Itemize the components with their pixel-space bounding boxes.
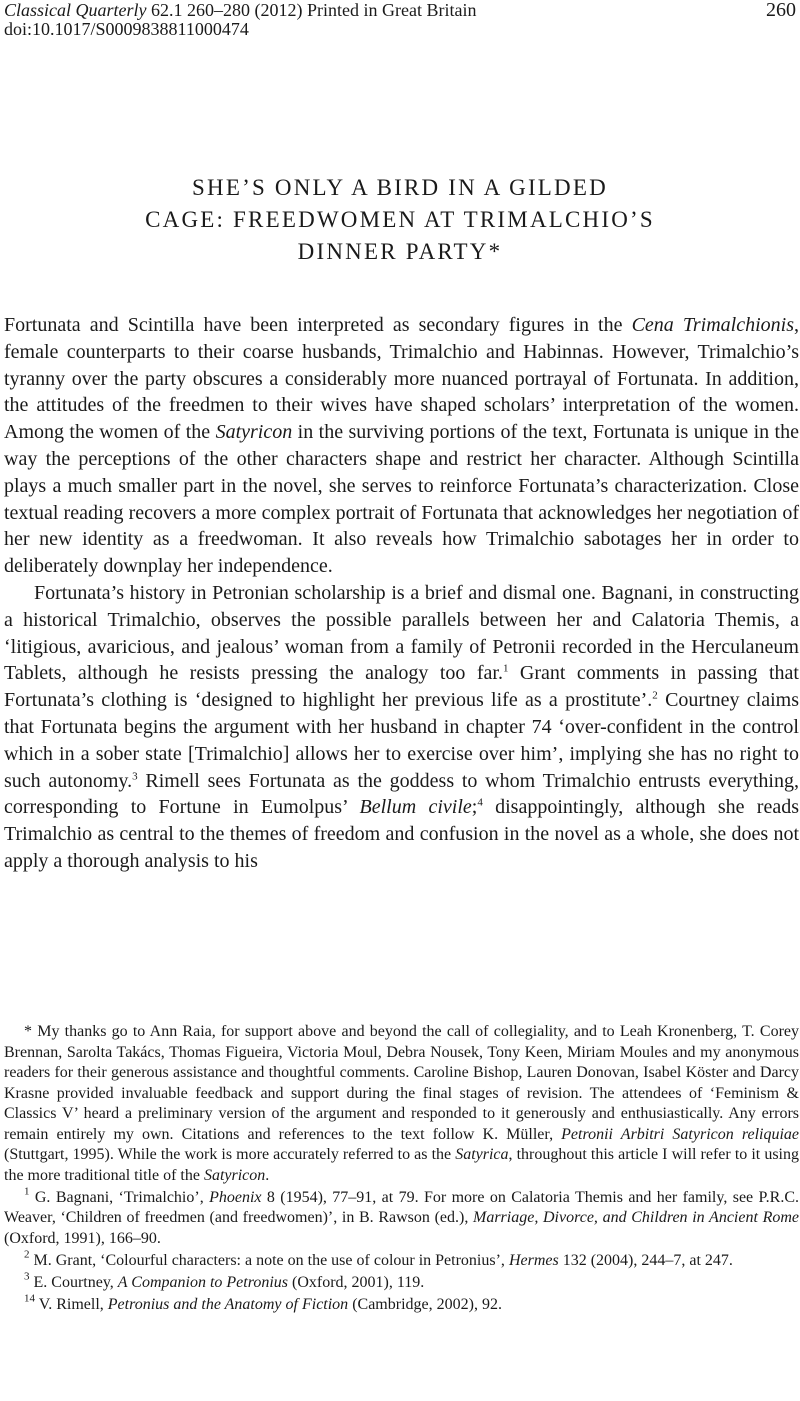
article-title (40, 172, 760, 268)
text-run: G. Bagnani, ‘Trimalchio’, (29, 1188, 210, 1206)
italic-title: A Companion to Petronius (117, 1273, 289, 1291)
text-run: * My thanks go to Ann Raia, for support above and beyond the call of collegiality, and to Leah Kronenberg, T. Corey Brennan, Sarolta Takács, Thomas Figueira, Victoria Moul, Debra Nousek, Tony Keen, Miriam Moules and my anonymous readers for their generous assistance and thoughtful comments. Caroline Bishop, Lauren Donovan, Isabel Köster and Darcy Krasne provided invaluable feedback and support during the final stages of revision. The attendees of ‘Feminism & Classics V’ heard a preliminary version of the argument and responded to it generously and enthusiastically. Any errors remain entirely my own. Citations and references to the text follow K. Müller, (4, 1023, 799, 1143)
journal-details: 62.1 260–280 (2012) Printed in Great Britain (146, 0, 477, 20)
title-satyricon: Satyricon (215, 421, 293, 444)
footnote-ref-1[interactable]: 1 (502, 662, 509, 675)
footnote-1 (4, 1184, 800, 1250)
text-run: (Oxford, 1991), 166–90. (4, 1229, 161, 1247)
running-header (4, 0, 796, 46)
page-number: 260 (766, 0, 796, 21)
footnote-number: 1 (24, 1184, 30, 1197)
footnote-3 (4, 1269, 799, 1294)
italic-title: Satyricon (203, 1166, 266, 1184)
text-run: (Oxford, 2001), 119. (288, 1273, 425, 1291)
text-run: , female counterparts to their coarse husbands, Trimalchio and Habinnas. However, Trimalchio’s tyranny over the party obscures a considerably more nuanced portrayal of Fortunata. In addition, the attitudes of the freedmen to their wives have shaped scholars’ interpretation of the women. Among the women of the (4, 314, 800, 444)
title-line-2: CAGE: FREEDWOMEN AT TRIMALCHIO’S (145, 207, 655, 232)
italic-title: Petronius and the Anatomy of Fiction (107, 1295, 349, 1313)
text-run: Fortunata and Scintilla have been interpreted as secondary figures in the (4, 314, 632, 336)
text-run: E. Courtney, (29, 1273, 118, 1291)
text-run: Grant comments in passing that Fortunata’s clothing is ‘designed to highlight her previous life as a prostitute’. (4, 662, 799, 712)
italic-title: Petronii Arbitri Satyricon reliquiae (561, 1125, 800, 1143)
footnote-number: 2 (24, 1247, 30, 1260)
footnote-2 (4, 1247, 799, 1272)
italic-title: Phoenix (209, 1188, 262, 1206)
text-run: in the surviving portions of the text, Fortunata is unique in the way the perceptions of the other characters shape and restrict her character. Although Scintilla plays a much smaller part in the novel, she serves to reinforce Fortunata’s characterization. Close textual reading recovers a more complex portrait of Fortunata that acknowledges her negotiation of her new identity as a freedwoman. It also reveals how Trimalchio sabotages her in order to deliberately downplay her independence. (4, 421, 799, 578)
footnote-4 (4, 1291, 799, 1316)
footnote-ref-2[interactable]: 2 (652, 689, 658, 702)
text-run: 8 (1954), 77–91, at 79. For more on Calatoria Themis and her family, see P.R.C. Weaver, ‘Children of freedmen (and freedwomen)’, in B. Rawson (ed.), (4, 1188, 799, 1226)
doi: doi:10.1017/S0009838811000474 (4, 19, 249, 39)
text-run: (Stuttgart, 1995). While the work is more accurately referred to as the (4, 1146, 456, 1163)
text-run: (Cambridge, 2002), 92. (348, 1295, 502, 1313)
footnote-ref-3[interactable]: 3 (132, 769, 138, 782)
footnote-ref-4[interactable]: 4 (477, 796, 483, 809)
text-run: 132 (2004), 244–7, at 247. (558, 1251, 733, 1269)
text-run: Fortunata’s history in Petronian scholarship is a brief and dismal one. Bagnani, in constructing a historical Trimalchio, observes the possible parallels between her and Calatoria Themis, a ‘litigious, avaricious, and jealous’ woman from a family of Petronii recorded in the Herculaneum Tablets, although he resists pressing the analogy too far. (4, 581, 799, 685)
italic-title: Satyrica (455, 1146, 509, 1163)
title-line-1: SHE’S ONLY A BIRD IN A GILDED (192, 175, 608, 200)
text-run: ; (471, 796, 478, 819)
text-run: M. Grant, ‘Colourful characters: a note on the use of colour in Petronius’, (29, 1251, 509, 1269)
text-run: . (265, 1166, 270, 1184)
paragraph-abstract (4, 312, 799, 580)
italic-title: Hermes (508, 1251, 559, 1269)
text-run: Rimell sees Fortunata as the goddess to whom Trimalchio entrusts everything, corresponding to Fortune in Eumolpus’ (4, 769, 799, 819)
footnote-number: 14 (24, 1291, 35, 1304)
title-cena-trimalchionis: Cena Trimalchionis (631, 314, 795, 336)
article-body (4, 312, 799, 875)
paragraph-scholarship (4, 580, 799, 875)
footnote-acknowledgements (4, 1022, 799, 1186)
text-run: , throughout this article I will refer to it using the more traditional title of the (4, 1146, 799, 1184)
title-bellum-civile: Bellum civile (359, 796, 472, 819)
text-run: Courtney claims that Fortunata begins the argument with her husband in chapter 74 ‘over-confident in the control which in a sober state [Trimalchio] allows her to exercise over him’, implying she has no right to such autonomy. (4, 689, 799, 792)
italic-title: Marriage, Divorce, and Children in Ancient Rome (473, 1209, 800, 1226)
journal-name: Classical Quarterly (4, 0, 147, 20)
title-line-3: DINNER PARTY* (297, 239, 503, 264)
text-run: V. Rimell, (35, 1295, 108, 1313)
footnote-number: 3 (24, 1269, 30, 1282)
text-run: disappointingly, although she reads Trimalchio as central to the themes of freedom and confusion in the novel as a whole, she does not apply a thorough analysis to his (4, 796, 799, 872)
footnotes (4, 1022, 799, 1317)
